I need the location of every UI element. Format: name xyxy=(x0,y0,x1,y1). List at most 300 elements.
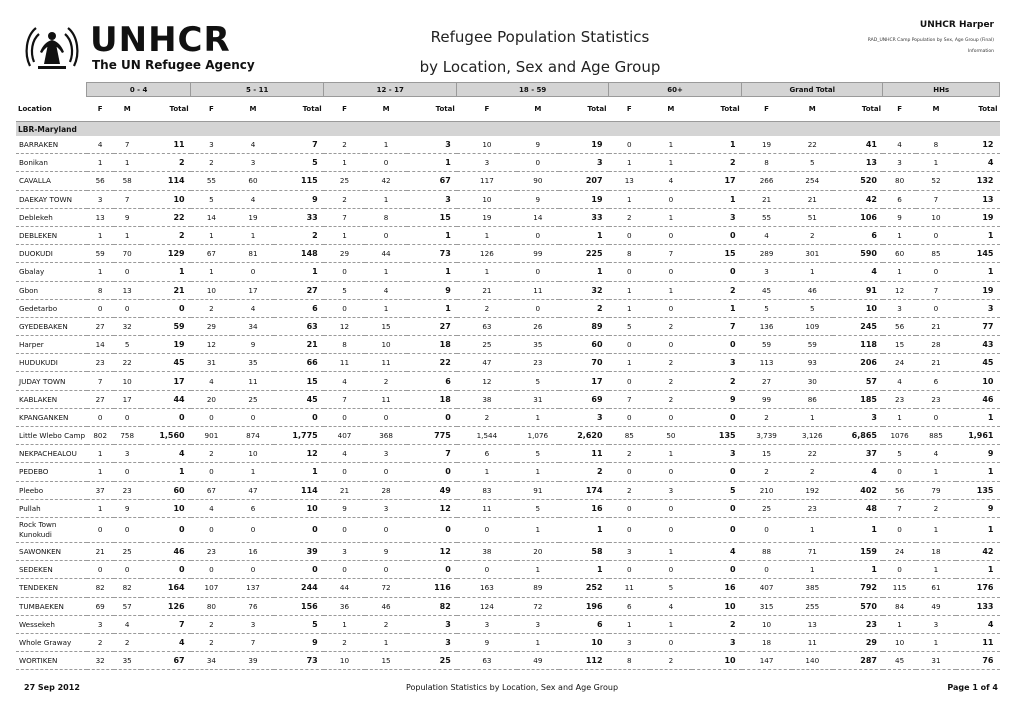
location-cell: Gbalay xyxy=(16,263,87,281)
value-cell: 266 xyxy=(742,172,792,190)
value-cell: 0 xyxy=(191,463,233,481)
age-group-header: 12 - 17 xyxy=(324,83,457,97)
value-cell: 85 xyxy=(916,245,955,263)
total-cell: 0 xyxy=(274,408,324,426)
col-header-m: M xyxy=(792,97,834,122)
unhcr-logo xyxy=(22,20,255,74)
value-cell: 1 xyxy=(609,190,651,208)
value-cell: 1 xyxy=(191,226,233,244)
value-cell: 140 xyxy=(792,652,834,670)
total-cell: 1 xyxy=(956,263,1000,281)
total-cell: 4 xyxy=(956,615,1000,633)
value-cell: 15 xyxy=(365,317,407,335)
total-cell: 12 xyxy=(407,499,457,517)
value-cell: 2 xyxy=(792,463,834,481)
value-cell: 5 xyxy=(650,579,692,597)
value-cell: 10 xyxy=(114,372,141,390)
total-cell: 6 xyxy=(274,299,324,317)
table-row xyxy=(16,652,1000,670)
value-cell: 2 xyxy=(191,154,233,172)
total-cell: 67 xyxy=(407,172,457,190)
total-cell: 2 xyxy=(692,154,742,172)
value-cell: 0 xyxy=(114,517,141,542)
value-cell: 28 xyxy=(365,481,407,499)
value-cell: 10 xyxy=(883,633,916,651)
title-line-1: Refugee Population Statistics xyxy=(430,28,650,46)
location-cell: CAVALLA xyxy=(16,172,87,190)
total-cell: 33 xyxy=(559,208,609,226)
value-cell: 3 xyxy=(650,481,692,499)
total-cell: 2 xyxy=(141,226,191,244)
value-cell: 23 xyxy=(114,481,141,499)
value-cell: 0 xyxy=(650,561,692,579)
total-cell: 0 xyxy=(141,408,191,426)
value-cell: 113 xyxy=(742,354,792,372)
value-cell: 3 xyxy=(916,615,955,633)
value-cell: 23 xyxy=(517,354,559,372)
value-cell: 21 xyxy=(324,481,366,499)
value-cell: 6 xyxy=(916,372,955,390)
value-cell: 0 xyxy=(650,633,692,651)
value-cell: 0 xyxy=(114,561,141,579)
value-cell: 50 xyxy=(650,427,692,445)
value-cell: 80 xyxy=(883,172,916,190)
total-cell: 0 xyxy=(141,299,191,317)
value-cell: 86 xyxy=(792,390,834,408)
value-cell: 8 xyxy=(87,281,114,299)
value-cell: 9 xyxy=(114,208,141,226)
value-cell: 0 xyxy=(232,408,274,426)
value-cell: 88 xyxy=(742,542,792,560)
value-cell: 12 xyxy=(883,281,916,299)
value-cell: 210 xyxy=(742,481,792,499)
value-cell: 38 xyxy=(457,390,517,408)
value-cell: 10 xyxy=(916,208,955,226)
total-cell: 118 xyxy=(833,336,883,354)
value-cell: 31 xyxy=(191,354,233,372)
value-cell: 52 xyxy=(916,172,955,190)
section-label: LBR-Maryland xyxy=(16,122,1000,137)
value-cell: 0 xyxy=(87,561,114,579)
value-cell: 56 xyxy=(883,481,916,499)
value-cell: 11 xyxy=(365,354,407,372)
value-cell: 17 xyxy=(114,390,141,408)
value-cell: 13 xyxy=(792,615,834,633)
total-cell: 42 xyxy=(956,542,1000,560)
value-cell: 4 xyxy=(650,597,692,615)
value-cell: 758 xyxy=(114,427,141,445)
total-cell: 19 xyxy=(956,208,1000,226)
total-cell: 11 xyxy=(141,136,191,154)
value-cell: 0 xyxy=(114,263,141,281)
table-row xyxy=(16,615,1000,633)
total-cell: 15 xyxy=(692,245,742,263)
value-cell: 1 xyxy=(650,281,692,299)
value-cell: 3 xyxy=(87,615,114,633)
total-cell: 2 xyxy=(692,372,742,390)
total-cell: 10 xyxy=(692,652,742,670)
value-cell: 4 xyxy=(232,299,274,317)
table-row xyxy=(16,372,1000,390)
total-cell: 63 xyxy=(274,317,324,335)
value-cell: 0 xyxy=(609,336,651,354)
value-cell: 4 xyxy=(114,615,141,633)
total-cell: 402 xyxy=(833,481,883,499)
total-cell: 15 xyxy=(274,372,324,390)
total-cell: 10 xyxy=(692,597,742,615)
total-cell: 1 xyxy=(956,408,1000,426)
value-cell: 2 xyxy=(324,633,366,651)
value-cell: 56 xyxy=(883,317,916,335)
total-cell: 0 xyxy=(692,517,742,542)
value-cell: 23 xyxy=(191,542,233,560)
value-cell: 59 xyxy=(87,245,114,263)
value-cell: 1 xyxy=(517,633,559,651)
total-cell: 1 xyxy=(833,561,883,579)
total-cell: 19 xyxy=(559,190,609,208)
value-cell: 29 xyxy=(191,317,233,335)
value-cell: 16 xyxy=(232,542,274,560)
value-cell: 5 xyxy=(191,190,233,208)
value-cell: 1 xyxy=(792,408,834,426)
value-cell: 1 xyxy=(609,615,651,633)
value-cell: 0 xyxy=(114,299,141,317)
value-cell: 9 xyxy=(114,499,141,517)
value-cell: 0 xyxy=(324,463,366,481)
total-cell: 9 xyxy=(274,633,324,651)
value-cell: 0 xyxy=(650,463,692,481)
value-cell: 28 xyxy=(916,336,955,354)
value-cell: 126 xyxy=(457,245,517,263)
value-cell: 7 xyxy=(87,372,114,390)
value-cell: 3 xyxy=(365,445,407,463)
value-cell: 136 xyxy=(742,317,792,335)
value-cell: 12 xyxy=(324,317,366,335)
value-cell: 7 xyxy=(324,208,366,226)
value-cell: 23 xyxy=(883,390,916,408)
location-cell: WORTIKEN xyxy=(16,652,87,670)
value-cell: 802 xyxy=(87,427,114,445)
total-cell: 73 xyxy=(407,245,457,263)
total-cell: 73 xyxy=(274,652,324,670)
total-cell: 7 xyxy=(407,445,457,463)
value-cell: 0 xyxy=(883,561,916,579)
value-cell: 11 xyxy=(365,390,407,408)
value-cell: 11 xyxy=(457,499,517,517)
value-cell: 109 xyxy=(792,317,834,335)
value-cell: 3 xyxy=(609,542,651,560)
total-cell: 2,620 xyxy=(559,427,609,445)
value-cell: 368 xyxy=(365,427,407,445)
value-cell: 2 xyxy=(742,463,792,481)
total-cell: 32 xyxy=(559,281,609,299)
office-name: UNHCR Harper xyxy=(919,20,994,30)
col-header-f: F xyxy=(324,97,366,122)
total-cell: 91 xyxy=(833,281,883,299)
value-cell: 32 xyxy=(87,652,114,670)
value-cell: 1076 xyxy=(883,427,916,445)
col-header-f: F xyxy=(742,97,792,122)
value-cell: 61 xyxy=(916,579,955,597)
value-cell: 0 xyxy=(114,408,141,426)
value-cell: 9 xyxy=(517,136,559,154)
value-cell: 2 xyxy=(650,652,692,670)
age-group-header: HHs xyxy=(883,83,1000,97)
value-cell: 0 xyxy=(650,517,692,542)
value-cell: 1 xyxy=(883,263,916,281)
value-cell: 117 xyxy=(457,172,517,190)
location-cell: DEBLEKEN xyxy=(16,226,87,244)
value-cell: 3 xyxy=(883,154,916,172)
col-header-total: Total xyxy=(833,97,883,122)
value-cell: 2 xyxy=(609,208,651,226)
total-cell: 33 xyxy=(274,208,324,226)
total-cell: 41 xyxy=(833,136,883,154)
value-cell: 5 xyxy=(883,445,916,463)
total-cell: 135 xyxy=(692,427,742,445)
total-cell: 3 xyxy=(407,136,457,154)
value-cell: 39 xyxy=(232,652,274,670)
total-cell: 176 xyxy=(956,579,1000,597)
value-cell: 192 xyxy=(792,481,834,499)
total-cell: 70 xyxy=(559,354,609,372)
value-cell: 0 xyxy=(742,517,792,542)
total-cell: 19 xyxy=(559,136,609,154)
value-cell: 0 xyxy=(365,226,407,244)
total-cell: 1 xyxy=(833,517,883,542)
value-cell: 0 xyxy=(609,463,651,481)
title-line-2: by Location, Sex and Age Group xyxy=(419,58,661,76)
value-cell: 0 xyxy=(916,263,955,281)
total-cell: 49 xyxy=(407,481,457,499)
value-cell: 0 xyxy=(324,299,366,317)
total-cell: 44 xyxy=(141,390,191,408)
value-cell: 12 xyxy=(457,372,517,390)
value-cell: 1 xyxy=(883,615,916,633)
value-cell: 31 xyxy=(916,652,955,670)
value-cell: 4 xyxy=(324,372,366,390)
office-header xyxy=(868,20,994,54)
total-cell: 1 xyxy=(559,517,609,542)
total-cell: 115 xyxy=(274,172,324,190)
value-cell: 0 xyxy=(517,226,559,244)
total-cell: 159 xyxy=(833,542,883,560)
total-cell: 2 xyxy=(692,615,742,633)
value-cell: 20 xyxy=(191,390,233,408)
total-cell: 4 xyxy=(833,463,883,481)
total-cell: 244 xyxy=(274,579,324,597)
value-cell: 2 xyxy=(191,615,233,633)
total-cell: 114 xyxy=(274,481,324,499)
value-cell: 3 xyxy=(457,154,517,172)
total-cell: 2 xyxy=(559,463,609,481)
total-cell: 22 xyxy=(407,354,457,372)
value-cell: 81 xyxy=(232,245,274,263)
value-cell: 4 xyxy=(883,136,916,154)
total-cell: 0 xyxy=(141,561,191,579)
total-cell: 9 xyxy=(956,499,1000,517)
total-cell: 520 xyxy=(833,172,883,190)
total-cell: 16 xyxy=(559,499,609,517)
table-row xyxy=(16,354,1000,372)
value-cell: 8 xyxy=(324,336,366,354)
value-cell: 3 xyxy=(232,615,274,633)
value-cell: 5 xyxy=(517,445,559,463)
value-cell: 0 xyxy=(457,517,517,542)
value-cell: 7 xyxy=(916,190,955,208)
value-cell: 9 xyxy=(232,336,274,354)
value-cell: 8 xyxy=(742,154,792,172)
value-cell: 11 xyxy=(517,281,559,299)
value-cell: 19 xyxy=(232,208,274,226)
total-cell: 9 xyxy=(274,190,324,208)
total-cell: 69 xyxy=(559,390,609,408)
total-cell: 1 xyxy=(559,561,609,579)
value-cell: 3 xyxy=(365,499,407,517)
value-cell: 0 xyxy=(650,190,692,208)
value-cell: 67 xyxy=(191,245,233,263)
value-cell: 1 xyxy=(87,226,114,244)
value-cell: 37 xyxy=(87,481,114,499)
total-cell: 792 xyxy=(833,579,883,597)
value-cell: 59 xyxy=(792,336,834,354)
total-cell: 45 xyxy=(141,354,191,372)
value-cell: 407 xyxy=(324,427,366,445)
value-cell: 1 xyxy=(324,615,366,633)
value-cell: 23 xyxy=(87,354,114,372)
value-cell: 11 xyxy=(324,354,366,372)
location-cell: Whole Graway xyxy=(16,633,87,651)
value-cell: 0 xyxy=(87,299,114,317)
value-cell: 31 xyxy=(517,390,559,408)
value-cell: 7 xyxy=(324,390,366,408)
value-cell: 4 xyxy=(650,172,692,190)
value-cell: 0 xyxy=(324,263,366,281)
table-row xyxy=(16,154,1000,172)
value-cell: 7 xyxy=(916,281,955,299)
value-cell: 0 xyxy=(324,517,366,542)
value-cell: 1 xyxy=(114,154,141,172)
value-cell: 1 xyxy=(114,226,141,244)
total-cell: 570 xyxy=(833,597,883,615)
value-cell: 1 xyxy=(883,226,916,244)
total-cell: 42 xyxy=(833,190,883,208)
col-header-f: F xyxy=(191,97,233,122)
value-cell: 1,076 xyxy=(517,427,559,445)
total-cell: 10 xyxy=(274,499,324,517)
total-cell: 252 xyxy=(559,579,609,597)
location-cell: Gedetarbo xyxy=(16,299,87,317)
total-cell: 4 xyxy=(141,633,191,651)
value-cell: 5 xyxy=(742,299,792,317)
total-cell: 77 xyxy=(956,317,1000,335)
value-cell: 1 xyxy=(324,154,366,172)
value-cell: 2 xyxy=(457,299,517,317)
value-cell: 0 xyxy=(609,136,651,154)
total-cell: 3 xyxy=(559,154,609,172)
col-header-total: Total xyxy=(559,97,609,122)
value-cell: 2 xyxy=(650,390,692,408)
value-cell: 22 xyxy=(792,445,834,463)
value-cell: 147 xyxy=(742,652,792,670)
value-cell: 60 xyxy=(883,245,916,263)
age-group-header: Grand Total xyxy=(742,83,883,97)
value-cell: 5 xyxy=(517,499,559,517)
location-cell: JUDAY TOWN xyxy=(16,372,87,390)
table-row xyxy=(16,136,1000,154)
value-cell: 63 xyxy=(457,317,517,335)
table-row xyxy=(16,463,1000,481)
value-cell: 2 xyxy=(792,226,834,244)
col-header-total: Total xyxy=(407,97,457,122)
value-cell: 2 xyxy=(916,499,955,517)
value-cell: 1 xyxy=(365,136,407,154)
value-cell: 21 xyxy=(916,317,955,335)
population-table xyxy=(16,82,1000,670)
org-name: UNHCR xyxy=(90,20,231,60)
total-cell: 1 xyxy=(956,517,1000,542)
value-cell: 7 xyxy=(609,390,651,408)
value-cell: 7 xyxy=(650,245,692,263)
total-cell: 135 xyxy=(956,481,1000,499)
value-cell: 42 xyxy=(365,172,407,190)
value-cell: 0 xyxy=(916,226,955,244)
col-header-f: F xyxy=(457,97,517,122)
value-cell: 93 xyxy=(792,354,834,372)
value-cell: 2 xyxy=(365,615,407,633)
value-cell: 14 xyxy=(191,208,233,226)
value-cell: 1 xyxy=(517,517,559,542)
value-cell: 11 xyxy=(792,633,834,651)
value-cell: 1 xyxy=(916,463,955,481)
total-cell: 18 xyxy=(407,336,457,354)
location-cell: Bonikan xyxy=(16,154,87,172)
total-cell: 1,961 xyxy=(956,427,1000,445)
value-cell: 137 xyxy=(232,579,274,597)
table-row xyxy=(16,208,1000,226)
value-cell: 1 xyxy=(457,226,517,244)
value-cell: 34 xyxy=(191,652,233,670)
table-row xyxy=(16,579,1000,597)
value-cell: 11 xyxy=(232,372,274,390)
total-cell: 60 xyxy=(559,336,609,354)
value-cell: 3,739 xyxy=(742,427,792,445)
value-cell: 1 xyxy=(87,445,114,463)
total-cell: 0 xyxy=(692,408,742,426)
footer-title: Population Statistics by Location, Sex and Age Group xyxy=(405,683,619,692)
value-cell: 1 xyxy=(365,299,407,317)
total-cell: 2 xyxy=(559,299,609,317)
table-row xyxy=(16,517,1000,542)
value-cell: 3 xyxy=(517,615,559,633)
value-cell: 56 xyxy=(87,172,114,190)
value-cell: 49 xyxy=(517,652,559,670)
value-cell: 0 xyxy=(324,561,366,579)
value-cell: 1 xyxy=(324,226,366,244)
value-cell: 0 xyxy=(114,463,141,481)
total-cell: 3 xyxy=(692,208,742,226)
value-cell: 29 xyxy=(324,245,366,263)
location-cell: Pullah xyxy=(16,499,87,517)
value-cell: 0 xyxy=(650,499,692,517)
value-cell: 0 xyxy=(365,463,407,481)
value-cell: 3 xyxy=(742,263,792,281)
table-row xyxy=(16,226,1000,244)
value-cell: 21 xyxy=(87,542,114,560)
total-cell: 46 xyxy=(956,390,1000,408)
value-cell: 3,126 xyxy=(792,427,834,445)
value-cell: 3 xyxy=(232,154,274,172)
